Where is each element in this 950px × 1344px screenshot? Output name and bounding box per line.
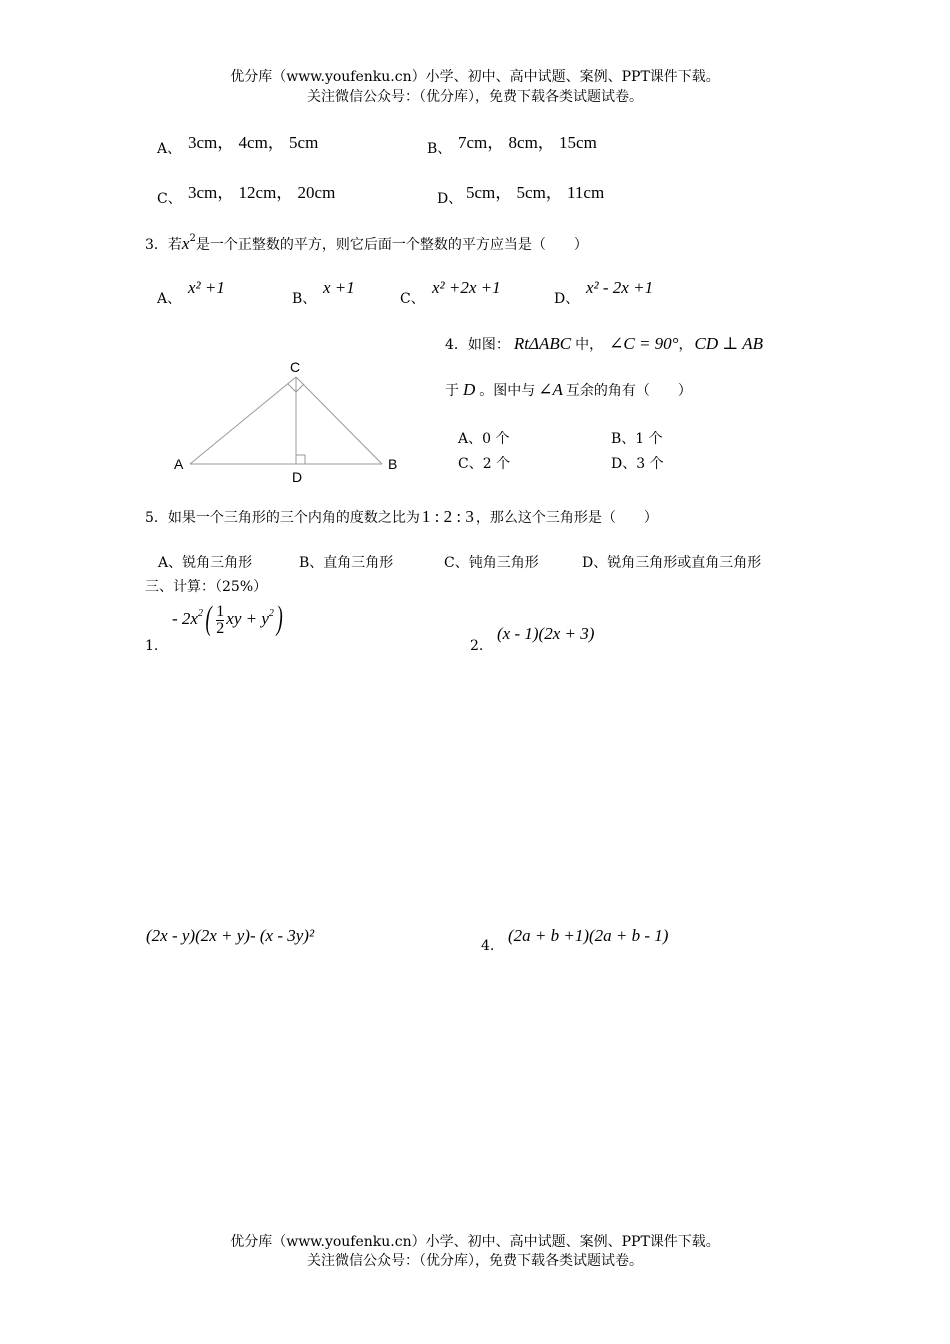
footer-line-1: 优分库（www.youfenku.cn）小学、初中、高中试题、案例、PPT课件下载。: [230, 1234, 720, 1250]
q3-option-a: x² +1: [188, 278, 225, 297]
q4-line2-pre: 于: [445, 383, 459, 399]
q4-prefix: 4．如图：: [445, 337, 510, 353]
q5-option-d: D、锐角三角形或直角三角形: [582, 555, 762, 571]
section-3-title: 三、计算：（25%）: [145, 579, 268, 595]
q2-option-c-label: C、: [157, 191, 182, 207]
q4-stem-line2: [445, 380, 692, 400]
q5-suffix: ，那么这个三角形是（ ）: [475, 510, 658, 526]
q4-triangle: RtΔABC: [513, 334, 572, 353]
q3-option-c: x² +2x +1: [432, 278, 501, 297]
calc-1-frac-den: 2: [216, 619, 225, 637]
footer-line-2: 关注微信公众号：（优分库），免费下载各类试题试卷。: [307, 1253, 643, 1269]
q2-option-b-label: B、: [427, 141, 452, 157]
q2-option-d: 5cm， 5cm， 11cm: [466, 183, 605, 202]
q4-angle: ∠C = 90°: [609, 334, 679, 353]
q4-line2-angle: ∠A: [538, 380, 563, 399]
q3-option-d: x² - 2x +1: [586, 278, 654, 297]
q5-ratio: 1 : 2 : 3: [421, 507, 474, 526]
q3-option-a-label: A、: [157, 291, 182, 307]
q3-var: x: [181, 234, 190, 253]
q3-prefix: 3．若: [145, 237, 182, 253]
q3-option-b-label: B、: [292, 291, 317, 307]
q3-exp: 2: [189, 233, 196, 244]
q4-comma: ，: [678, 337, 693, 353]
q2-option-c: 3cm， 12cm， 20cm: [188, 183, 336, 202]
q2-option-d-label: D、: [437, 191, 463, 207]
q4-option-c: C、2 个: [458, 456, 511, 472]
calc-1-pre: - 2x: [172, 609, 198, 628]
label-d: D: [292, 469, 303, 485]
label-b: B: [388, 456, 398, 472]
q3-stem: [145, 234, 588, 254]
q4-option-b: B、1 个: [611, 431, 663, 447]
calc-4-number: 4.: [481, 938, 495, 954]
q4-option-d: D、3 个: [611, 456, 664, 472]
triangle-figure: [160, 352, 420, 492]
calc-1-frac-num: 1: [216, 602, 225, 620]
q4-stem-line1: [445, 334, 763, 354]
side-bc: [296, 377, 382, 464]
label-a: A: [174, 456, 184, 472]
calc-4-expression: (2a + b +1)(2a + b - 1): [508, 926, 669, 945]
q2-option-a: 3cm， 4cm， 5cm: [188, 133, 319, 152]
header-line-1: 优分库（www.youfenku.cn）小学、初中、高中试题、案例、PPT课件下载。: [230, 69, 720, 85]
header-line-2: 关注微信公众号：（优分库），免费下载各类试题试卷。: [307, 89, 643, 105]
calc-1-number: 1.: [145, 638, 159, 654]
q5-option-b: B、直角三角形: [299, 555, 394, 571]
calc-1-fraction: [216, 604, 224, 637]
q3-option-b: x +1: [323, 278, 355, 297]
q4-line2-suffix: 互余的角有（ ）: [565, 383, 692, 399]
label-c: C: [290, 359, 301, 375]
q4-mid: 中，: [575, 337, 604, 353]
q3-option-c-label: C、: [400, 291, 425, 307]
q5-option-c: C、钝角三角形: [444, 555, 539, 571]
side-ac: [190, 377, 296, 464]
calc-2-expression: (x - 1)(2x + 3): [497, 624, 595, 643]
calc-3-expression: (2x - y)(2x + y)- (x - 3y)²: [146, 926, 315, 945]
right-angle-mark-d: [296, 455, 305, 464]
q4-line2-d: D: [463, 380, 476, 399]
q4-perp: CD ⊥ AB: [694, 334, 764, 353]
calc-1-post: xy + y: [226, 609, 269, 628]
q5-option-a: A、锐角三角形: [158, 555, 253, 571]
q2-option-a-label: A、: [157, 141, 182, 157]
calc-1-expression: - $2x^2$( $\frac{1}{2}$ xy + $y^2$): [172, 600, 283, 637]
calc-2-number: 2.: [470, 638, 484, 654]
q5-stem: [145, 507, 658, 527]
q3-option-d-label: D、: [554, 291, 580, 307]
q4-option-a: A、0 个: [458, 431, 510, 447]
q2-option-b: 7cm， 8cm， 15cm: [458, 133, 597, 152]
q4-line2-mid: 。图中与: [479, 383, 536, 399]
q5-prefix: 5．如果一个三角形的三个内角的度数之比为: [145, 510, 420, 526]
q3-suffix: 是一个正整数的平方，则它后面一个整数的平方应当是（ ）: [195, 237, 588, 253]
